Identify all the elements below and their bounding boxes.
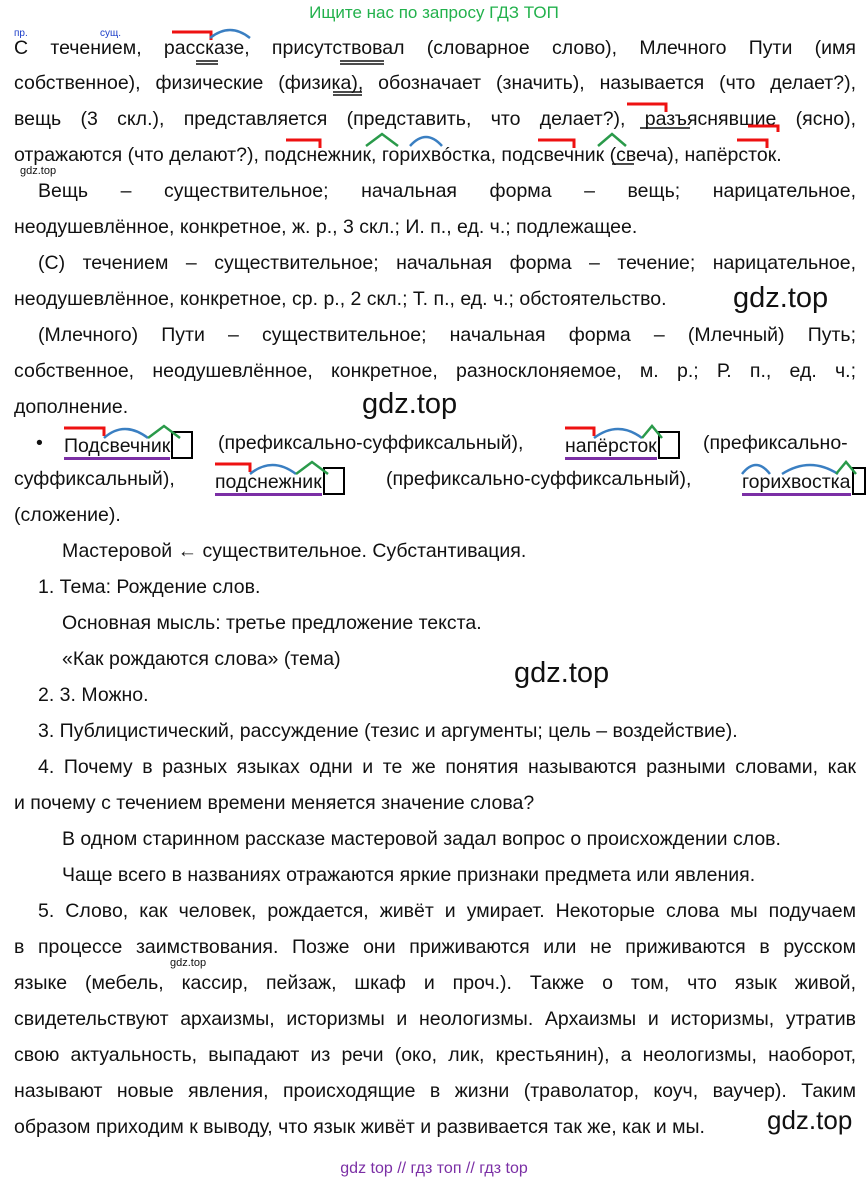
ending-box	[658, 431, 680, 459]
word-text: подснежник	[215, 471, 322, 496]
bullet-text-5: (сложение).	[14, 504, 121, 526]
word-gorikhvostka	[742, 467, 866, 495]
watermark-small: gdz.top	[170, 957, 207, 969]
text-line-9: (Млечного) Пути – существительное; начальная форма – (Млечный) Путь;	[38, 324, 856, 346]
body-line: называют новые явления, происходящие в жизни (траволатор, коуч, ваучер). Таким	[14, 1080, 856, 1102]
text-line-2: собственное), физические (физика), обозначает (значить), называется (что делает?),	[14, 72, 856, 94]
page-header: Ищите нас по запросу ГДЗ ТОП	[309, 3, 559, 22]
bullet-text-3: суффиксальный),	[14, 468, 175, 490]
body-line: Мастеровой ← существительное. Субстантивация.	[62, 540, 527, 562]
mark-nouns: сущ.	[100, 28, 122, 39]
body-line: Основная мысль: третье предложение текста.	[62, 612, 482, 634]
body-line: свою актуальность, выпадают из речи (око, лик, крестьянин), а неологизмы, наоборот,	[14, 1044, 856, 1066]
bullet-text-1: (префиксально-суффиксальный),	[218, 432, 524, 454]
body-line: образом приходим к выводу, что язык живёт и развивается так же, как и мы.	[14, 1116, 705, 1138]
watermark-big: gdz.top	[362, 388, 458, 420]
body-line: языке (мебель, кассир, пейзаж, шкаф и проч.). Также о том, что язык живой,	[14, 972, 856, 994]
bullet-mark: •	[36, 432, 43, 454]
body-line: «Как рождаются слова» (тема)	[62, 648, 341, 670]
word-text: горихвостка	[742, 471, 851, 496]
watermark-big: gdz.top	[733, 282, 829, 314]
text-line-4: отражаются (что делают?), подснежник, горихвóстка, подсвечник (свеча), напёрсток.	[14, 144, 782, 166]
body-line: и почему с течением времени меняется значение слова?	[14, 792, 535, 814]
ending-box	[323, 467, 345, 495]
word-naperstok	[565, 431, 680, 459]
word-podsnezhnik	[215, 467, 345, 495]
body-line: в процессе заимствования. Позже они приживаются или не приживаются в русском	[14, 936, 856, 958]
body-line: 5. Слово, как человек, рождается, живёт и умирает. Некоторые слова мы подучаем	[38, 900, 856, 922]
watermark-small: gdz.top	[20, 165, 57, 177]
body-line: 3. Публицистический, рассуждение (тезис и аргументы; цель – воздействие).	[38, 720, 738, 742]
text-line-10: собственное, неодушевлённое, конкретное, разносклоняемое, м. р.; Р. п., ед. ч.;	[14, 360, 856, 382]
bullet-text-4: (префиксально-суффиксальный),	[386, 468, 692, 490]
body-line: свидетельствуют архаизмы, историзмы и неологизмы. Архаизмы и историзмы, утратив	[14, 1008, 856, 1030]
text-line-5: Вещь – существительное; начальная форма – вещь; нарицательное,	[38, 180, 856, 202]
text-line-3: вещь (3 скл.), представляется (представить, что делает?), разъяснявшие (ясно),	[14, 108, 856, 130]
watermark-big: gdz.top	[767, 1105, 853, 1135]
body-line: 2. 3. Можно.	[38, 684, 149, 706]
text-line-1: С течением, рассказе, присутствовал (словарное слово), Млечного Пути (имя	[14, 37, 856, 59]
mark-prepositions: пр.	[14, 28, 28, 39]
watermark-big: gdz.top	[514, 657, 610, 689]
body-line: В одном старинном рассказе мастеровой задал вопрос о происхождении слов.	[62, 828, 781, 850]
text-line-7: (С) течением – существительное; начальная форма – течение; нарицательное,	[38, 252, 856, 274]
body-line: 4. Почему в разных языках одни и те же понятия называются разными словами, как	[38, 756, 856, 778]
bullet-text-2: (префиксально-	[703, 432, 848, 454]
text-line-8: неодушевлённое, конкретное, ср. р., 2 скл.; Т. п., ед. ч.; обстоятельство.	[14, 288, 667, 310]
body-line: Чаще всего в названиях отражаются яркие признаки предмета или явления.	[62, 864, 756, 886]
ending-box	[171, 431, 193, 459]
page-footer: gdz top // гдз топ // гдз top	[340, 1160, 528, 1177]
word-text: Подсвечник	[64, 435, 170, 460]
text-line-11: дополнение.	[14, 396, 129, 418]
word-podsvechnik	[64, 431, 193, 459]
text-line-6: неодушевлённое, конкретное, ж. р., 3 скл.; И. п., ед. ч.; подлежащее.	[14, 216, 638, 238]
body-line: 1. Тема: Рождение слов.	[38, 576, 261, 598]
ending-box	[852, 467, 866, 495]
word-text: напёрсток	[565, 435, 657, 460]
